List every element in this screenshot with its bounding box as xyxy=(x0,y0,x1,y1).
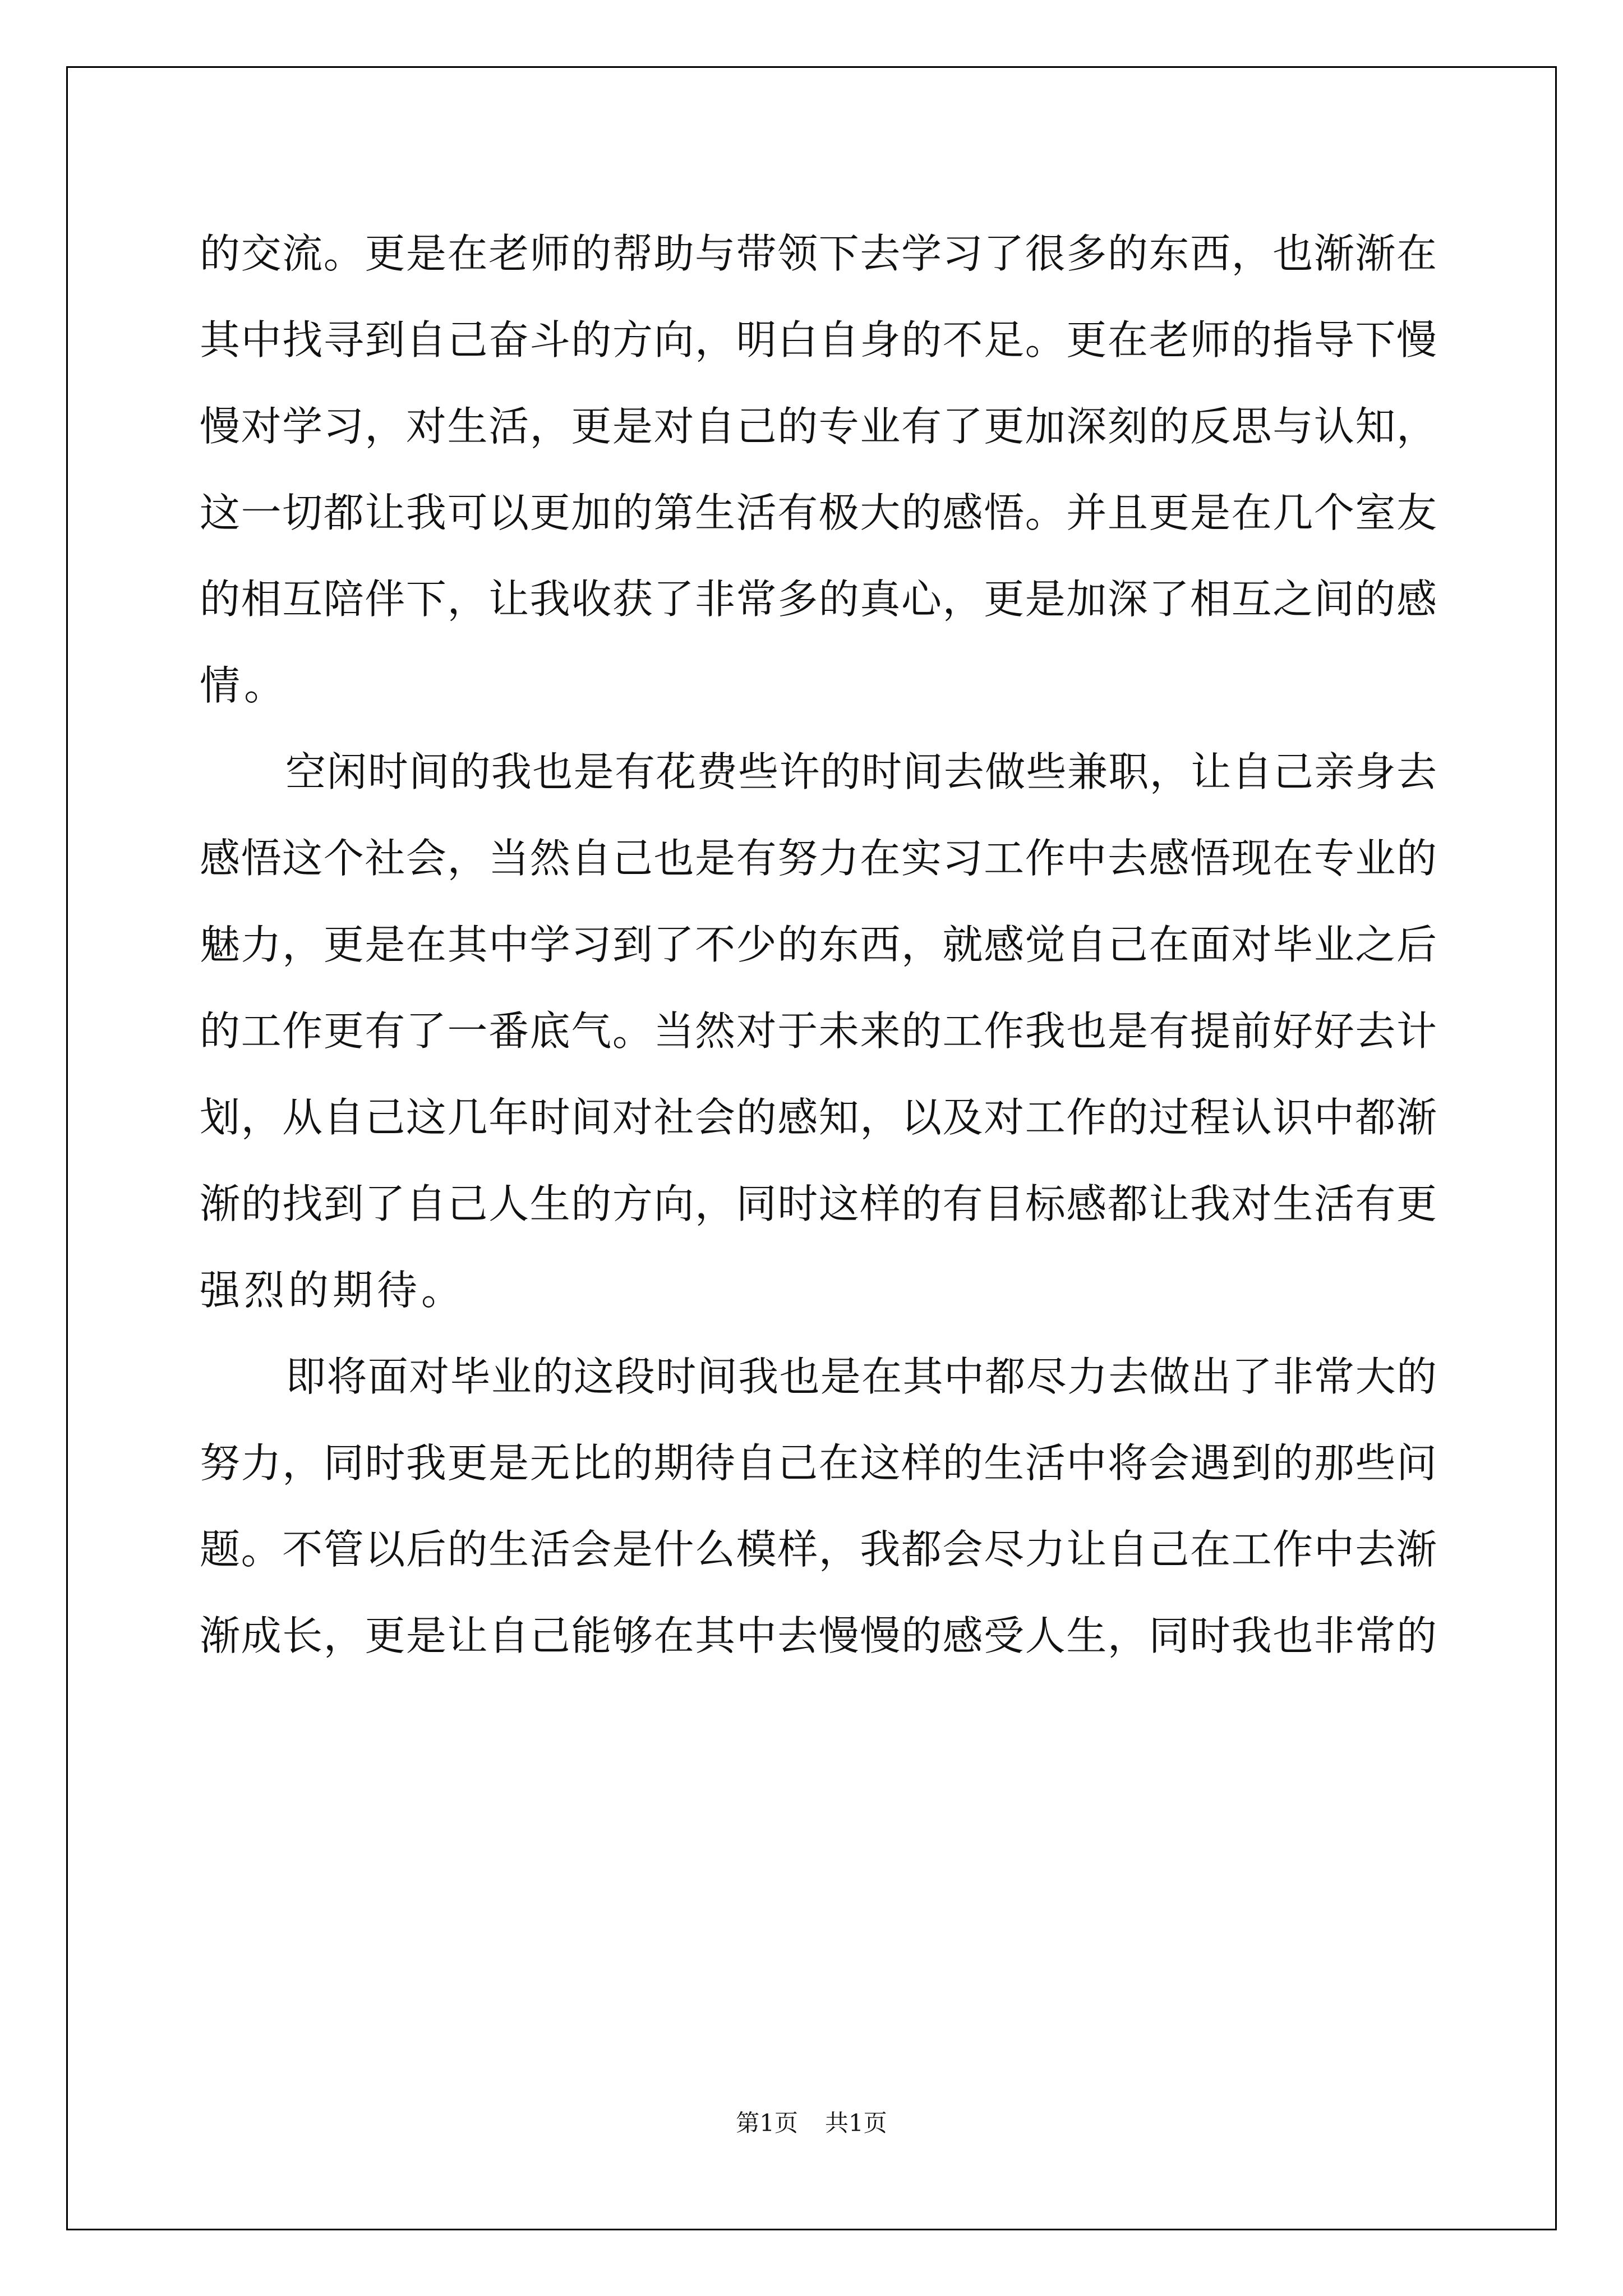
text-line: 渐成长，更是让自己能够在其中去慢慢的感受人生，同时我也非常的 xyxy=(200,1612,1437,1659)
text-line: 即将面对毕业的这段时间我也是在其中都尽力去做出了非常大的 xyxy=(285,1353,1437,1400)
text-line: 魅力，更是在其中学习到了不少的东西，就感觉自己在面对毕业之后 xyxy=(200,921,1437,968)
text-line: 空闲时间的我也是有花费些许的时间去做些兼职，让自己亲身去 xyxy=(285,748,1437,795)
text-line: 慢对学习，对生活，更是对自己的专业有了更加深刻的反思与认知， xyxy=(200,403,1437,450)
page-number-total: 共1页 xyxy=(825,2109,887,2137)
text-line: 的工作更有了一番底气。当然对于未来的工作我也是有提前好好去计 xyxy=(200,1007,1437,1055)
text-line: 渐的找到了自己人生的方向，同时这样的有目标感都让我对生活有更 xyxy=(200,1180,1437,1227)
text-line: 强烈的期待。 xyxy=(200,1267,466,1314)
page-number-current: 第1页 xyxy=(736,2109,798,2137)
text-line: 划，从自己这几年时间对社会的感知，以及对工作的过程认识中都渐 xyxy=(200,1094,1437,1141)
page-footer xyxy=(0,2106,1623,2140)
text-line: 情。 xyxy=(200,662,289,709)
text-line: 努力，同时我更是无比的期待自己在这样的生活中将会遇到的那些问 xyxy=(200,1439,1437,1487)
document-body xyxy=(200,210,1437,1679)
text-line: 感悟这个社会，当然自己也是有努力在实习工作中去感悟现在专业的 xyxy=(200,835,1437,882)
text-line: 的交流。更是在老师的帮助与带领下去学习了很多的东西，也渐渐在 xyxy=(200,230,1437,277)
text-line: 题。不管以后的生活会是什么模样，我都会尽力让自己在工作中去渐 xyxy=(200,1526,1437,1573)
text-line: 其中找寻到自己奋斗的方向，明白自身的不足。更在老师的指导下慢 xyxy=(200,316,1437,364)
text-line: 这一切都让我可以更加的第生活有极大的感悟。并且更是在几个室友 xyxy=(200,489,1437,536)
text-line: 的相互陪伴下，让我收获了非常多的真心，更是加深了相互之间的感 xyxy=(200,576,1437,623)
